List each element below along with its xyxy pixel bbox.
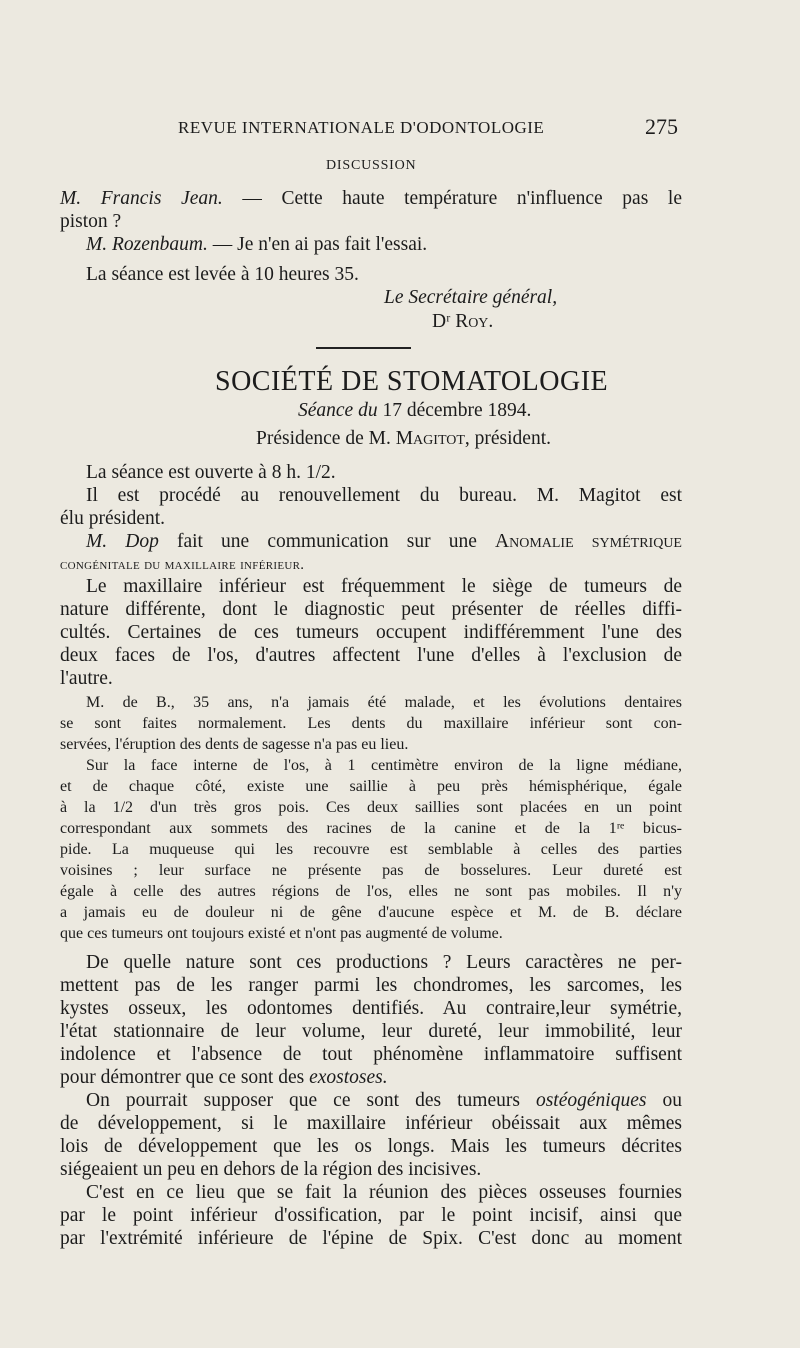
dop-title-cont: congénitale du maxillaire inférieur. [60, 557, 305, 573]
president-name: Magitot [395, 428, 465, 449]
para-line: mettent pas de les ranger parmi les chondromes, les sarcomes, les [60, 975, 682, 996]
para-line: de développement, si le maxillaire inférieur obéissait aux mêmes [60, 1113, 682, 1134]
para-line: C'est en ce lieu que se fait la réunion des pièces osseuses fournies [86, 1182, 682, 1203]
para-line [60, 1066, 682, 1089]
para-text: On pourrait supposer que ce sont des tumeurs [86, 1090, 536, 1111]
para-text: pour démontrer que ce sont des [60, 1067, 310, 1088]
speaker-name: M. Rozenbaum. [86, 234, 208, 255]
presidence-prefix: Présidence de M. [256, 428, 396, 449]
section-label: DISCUSSION [326, 158, 417, 173]
dop-title: Anomalie symétrique [495, 531, 682, 552]
case-line: Sur la face interne de l'os, à 1 centimètre environ de la ligne médiane, [86, 757, 682, 774]
para-line: l'état stationnaire de leur volume, leur dureté, leur immobilité, leur [60, 1021, 682, 1042]
case-line: égale à celle des autres régions de l'os, elles ne sont pas mobiles. Il n'y [60, 883, 682, 900]
para-line: nature différente, dont le diagnostic peut présenter de réelles diffi- [60, 599, 682, 620]
presidence-suffix: , président. [464, 428, 552, 449]
speaker-text: — Cette haute température n'influence pas le [222, 188, 682, 209]
para-line: l'autre. [60, 668, 113, 689]
seance-date-value: 17 décembre 1894. [377, 400, 532, 421]
page-number: 275 [645, 114, 678, 139]
dop-line [86, 530, 682, 553]
dop-text: fait une communication sur une [158, 531, 496, 552]
para-line: kystes osseux, les odontomes dentifiés. Au contraire,leur symétrie, [60, 998, 682, 1019]
closing-line: La séance est levée à 10 heures 35. [86, 264, 359, 285]
para-text: ou [646, 1090, 682, 1111]
case-line: pide. La muqueuse qui les recouvre est semblable à celles des parties [60, 841, 682, 858]
discussion-line [86, 233, 427, 256]
body-line: Il est procédé au renouvellement du bureau. M. Magitot est [86, 485, 682, 506]
body-line: élu président. [60, 508, 166, 529]
para-line: siégeaient un peu en dehors de la région des incisives. [60, 1159, 482, 1180]
case-line: à la 1/2 d'un très gros pois. Ces deux saillies sont placées en un point [60, 799, 682, 816]
para-line: indolence et l'absence de tout phénomène inflammatoire suffisent [60, 1044, 682, 1065]
para-line [86, 1089, 682, 1112]
seance-label: Séance du [298, 400, 378, 421]
body-line: La séance est ouverte à 8 h. 1/2. [86, 462, 336, 483]
running-header: REVUE INTERNATIONALE D'ODONTOLOGIE [178, 118, 545, 137]
para-line: Le maxillaire inférieur est fréquemment le siège de tumeurs de [86, 576, 682, 597]
para-line: De quelle nature sont ces productions ? Leurs caractères ne per- [86, 952, 682, 973]
para-line: deux faces de l'os, d'autres affectent l'une d'elles à l'exclusion de [60, 645, 682, 666]
emphasis-term: ostéogéniques [535, 1090, 647, 1111]
signature-name: Dʳ Roy. [432, 311, 494, 332]
case-line: correspondant aux sommets des racines de la canine et de la 1ʳᵉ bicus- [60, 820, 682, 837]
section-divider [316, 347, 411, 349]
case-line: a jamais eu de douleur ni de gêne d'aucune espèce et M. de B. déclare [60, 904, 682, 921]
para-line: cultés. Certaines de ces tumeurs occupent indifféremment l'une des [60, 622, 682, 643]
discussion-line [60, 187, 682, 210]
case-line: que ces tumeurs ont toujours existé et n'ont pas augmenté de volume. [60, 925, 503, 942]
case-line: et de chaque côté, existe une saillie à peu près hémisphérique, égale [60, 778, 682, 795]
society-title: SOCIÉTÉ DE STOMATOLOGIE [215, 366, 609, 397]
case-line: se sont faites normalement. Les dents du maxillaire inférieur sont con- [60, 715, 682, 732]
speaker-name: M. Francis Jean. [60, 188, 223, 209]
discussion-line: piston ? [60, 211, 122, 232]
case-line: M. de B., 35 ans, n'a jamais été malade, et les évolutions dentaires [86, 694, 682, 711]
presidence-line [256, 428, 551, 450]
case-line: servées, l'éruption des dents de sagesse n'a pas eu lieu. [60, 736, 409, 753]
signature-title: Le Secrétaire général, [384, 287, 558, 308]
para-line: par l'extrémité inférieure de l'épine de Spix. C'est donc au moment [60, 1228, 682, 1249]
speaker-name: M. Dop [86, 531, 159, 552]
seance-date [298, 400, 531, 422]
para-line: lois de développement que les os longs. Mais les tumeurs décrites [60, 1136, 682, 1157]
case-line: voisines ; leur surface ne présente pas de bosselures. Leur dureté est [60, 862, 682, 879]
emphasis-term: exostoses. [309, 1067, 388, 1088]
speaker-text: — Je n'en ai pas fait l'essai. [207, 234, 428, 255]
para-line: par le point inférieur d'ossification, par le point incisif, ainsi que [60, 1205, 682, 1226]
